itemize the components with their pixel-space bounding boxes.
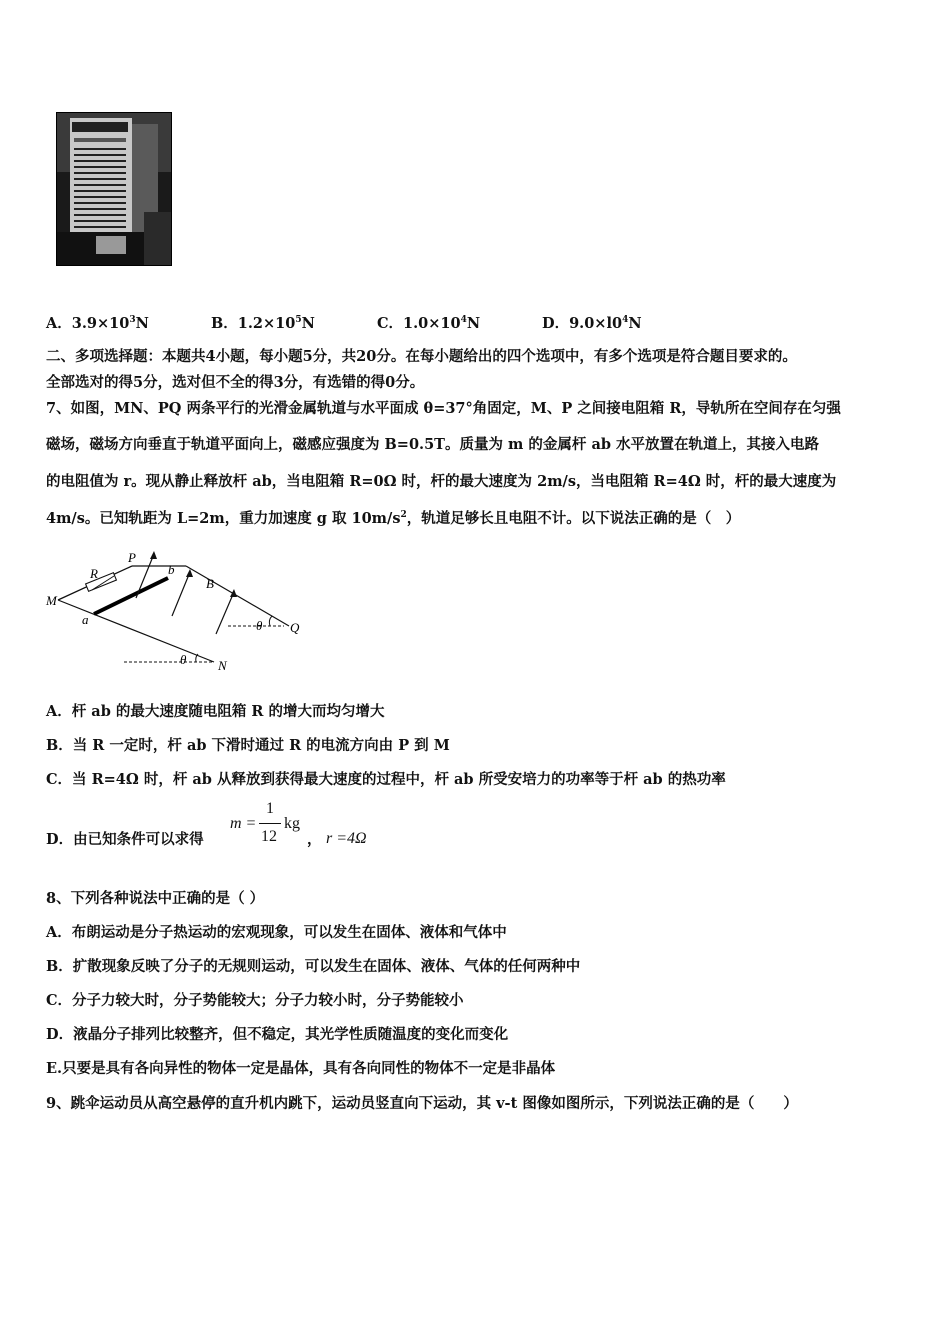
label-m: M [46,593,57,608]
q8-option-d[interactable]: D．液晶分子排列比较整齐，但不稳定，其光学性质随温度的变化而变化 [46,1026,509,1043]
q9-stem: 9、跳伞运动员从高空悬停的直升机内跳下，运动员竖直向下运动，其 v-t 图像如图所示，下列说法正确的是（ ） [46,1095,798,1112]
field-arrow-2 [172,572,190,616]
q7-stem-line2: 磁场，磁场方向垂直于轨道平面向上，磁感应强度为 B=0.5T。质量为 m 的金属杆 ab 水平放置在轨道上，其接入电路 [46,436,820,453]
q7-option-d-comma: ， [307,831,322,848]
label-q: Q [290,620,300,635]
q7-option-c[interactable]: C．当 R=4Ω 时，杆 ab 从释放到获得最大速度的过程中，杆 ab 所受安培力的功率等于杆 ab 的热功率 [46,771,726,788]
q6-option-a[interactable]: A．$3.9\times 10^3N$ [46,315,149,332]
q8-option-e[interactable]: E.只要是具有各向异性的物体一定是晶体，具有各向同性的物体不一定是非晶体 [46,1060,556,1077]
label-a: a [82,612,89,627]
field-arrow-3 [216,592,234,634]
q7-option-d[interactable]: D．由已知条件可以求得 [46,831,204,848]
label-n: N [218,658,227,673]
label-field-b: B [206,576,214,591]
rail-pq [186,566,289,626]
q7-stem-line3: 的电阻值为 r。现从静止释放杆 ab，当电阻箱 R=0Ω 时，杆的最大速度为 2m/s，当电阻箱 R=4Ω 时，杆的最大速度为 [46,473,837,490]
q7-rail-diagram [44,548,314,678]
q7-option-d-numerator: 1 [266,800,274,817]
q8-option-b[interactable]: B．扩散现象反映了分子的无规则运动，可以发生在固体、液体、气体的任何两种中 [46,958,581,975]
q7-option-d-fraction-bar [259,823,281,824]
q6-option-d[interactable]: D．$9.0\times l0^4N$ [542,315,642,332]
q7-option-b[interactable]: B．当 R 一定时，杆 ab 下滑时通过 R 的电流方向由 P 到 M [46,737,450,754]
q7-option-d-unit: kg [284,815,300,832]
label-p: P [128,550,136,565]
q8-option-a[interactable]: A．布朗运动是分子热运动的宏观现象，可以发生在固体、液体和气体中 [46,924,507,941]
q6-option-c[interactable]: C．$1.0\times 10^4N$ [377,315,481,332]
section-heading-line2: 全部选对的得5分，选对但不全的得3分，有选错的得0分。 [46,374,425,391]
q8-stem: 8、下列各种说法中正确的是（ ） [46,890,265,907]
label-r: R [90,566,98,581]
q7-stem-line4: 4m/s。已知轨距为 L=2m，重力加速度 g 取 $10m/s^2$，轨道足够长且电阻不计。以下说法正确的是（ ） [46,510,741,527]
q7-option-a[interactable]: A．杆 ab 的最大速度随电阻箱 R 的增大而均匀增大 [46,703,385,720]
q7-option-d-m: m = [230,815,257,832]
section-heading-line1: 二、多项选择题：本题共4小题，每小题5分，共20分。在每小题给出的四个选项中，有多个选项是符合题目要求的。 [46,348,797,365]
rail-mn [58,600,214,662]
q8-option-c[interactable]: C．分子力较大时，分子势能较大；分子力较小时，分子势能较小 [46,992,464,1009]
label-theta-n: θ [180,652,187,667]
q7-stem-line1: 7、如图，MN、PQ 两条平行的光滑金属轨道与水平面成 θ=37°角固定，M、P 之间接电阻箱 R，导轨所在空间存在匀强 [46,400,841,417]
q7-option-d-denominator: 12 [261,828,277,845]
q6-option-b[interactable]: B．$1.2\times 10^5N$ [211,315,315,332]
label-b: b [168,562,175,577]
q7-option-d-r: r =4Ω [326,830,367,847]
angle-arc-q [269,616,272,626]
label-theta-q: θ [256,618,263,633]
building-photo [56,112,172,266]
